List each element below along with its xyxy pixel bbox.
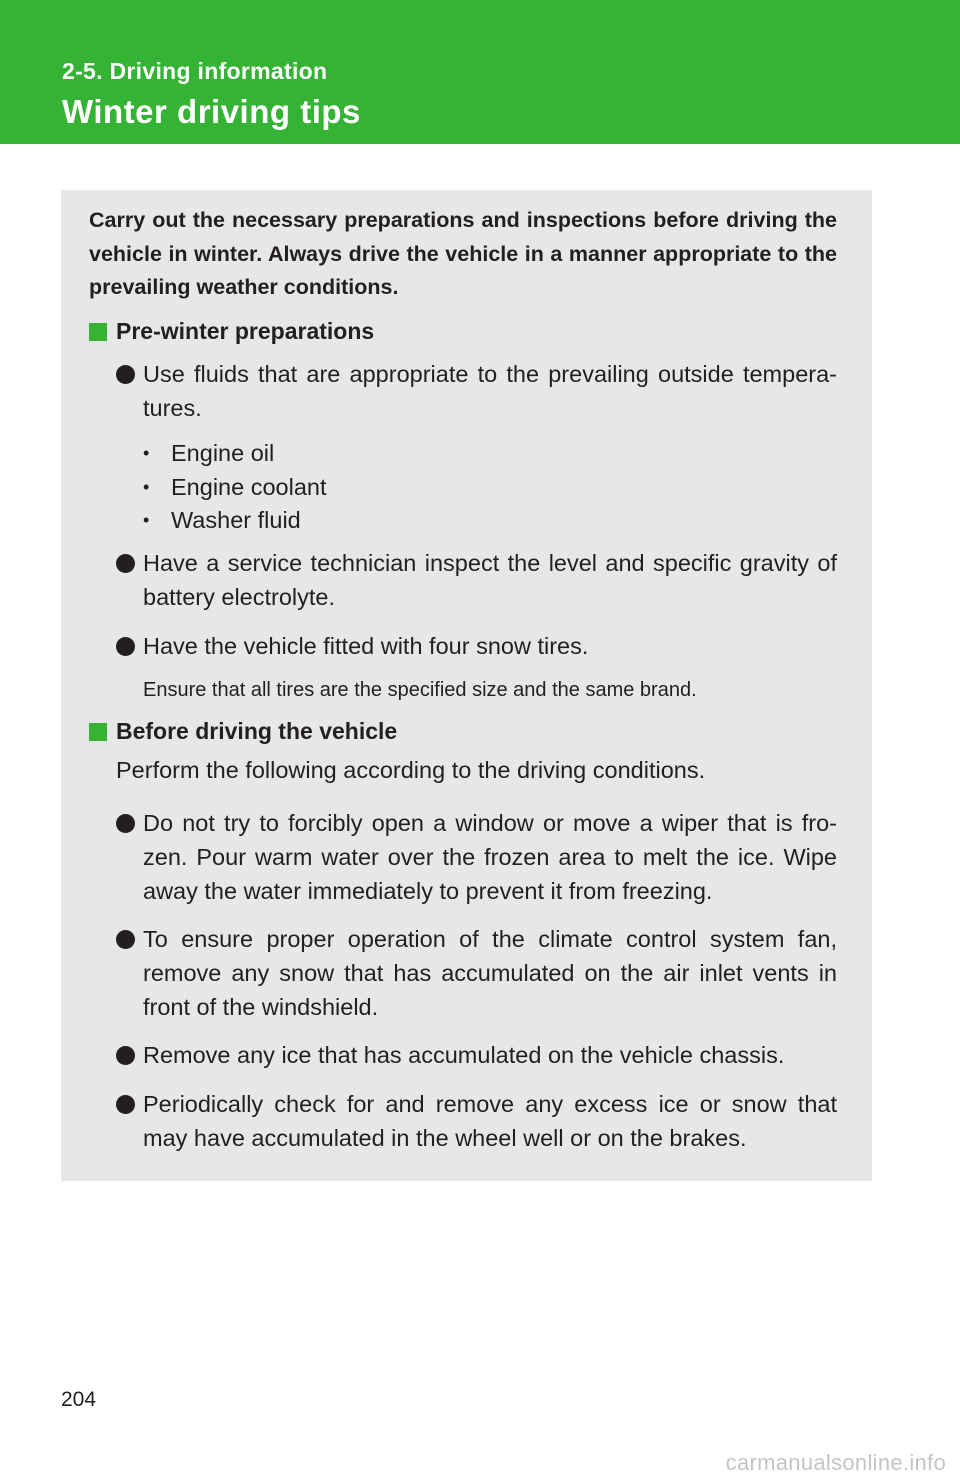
heading-before-driving <box>89 718 397 745</box>
dot-icon: • <box>143 477 150 497</box>
bullet-text: Do not try to forcibly open a window or move a wiper that is fro-zen. Pour warm water over the frozen area to melt the ice. Wipe away the water immediately to prevent it from freezing. <box>143 810 837 904</box>
bullet-text: Use fluids that are appropriate to the prevailing outside tempera-tures. <box>143 361 837 421</box>
fluid-item <box>143 507 301 534</box>
square-bullet-icon <box>89 723 107 741</box>
fluid-label: Engine coolant <box>171 474 327 500</box>
fluid-label: Washer fluid <box>171 507 301 533</box>
section-label: 2-5. Driving information <box>62 58 328 84</box>
watermark: carmanualsonline.info <box>725 1450 946 1475</box>
heading-pre-winter <box>89 318 374 345</box>
bullet-item <box>116 806 837 908</box>
circle-bullet-icon <box>116 922 143 1024</box>
bullet-item <box>116 1038 837 1072</box>
circle-bullet-icon <box>116 546 143 614</box>
bullet-text: To ensure proper operation of the climate control system fan, remove any snow that has accumulated on the air inlet vents in front of the windshield. <box>143 926 837 1020</box>
bullet-item <box>116 1087 837 1155</box>
dot-icon: • <box>143 510 150 530</box>
intro-paragraph: Carry out the necessary preparations and inspections before driving the vehicle in winter. Always drive the vehicle in a manner appropriate to the prevailing weather conditions. <box>89 208 837 300</box>
page-title: Winter driving tips <box>62 93 361 130</box>
bullet-text: Have the vehicle fitted with four snow tires. <box>143 633 589 659</box>
lead-text: Perform the following according to the driving conditions. <box>116 757 706 783</box>
page-number: 204 <box>61 1388 97 1411</box>
dot-icon: • <box>143 443 150 463</box>
bullet-item <box>116 922 837 1024</box>
circle-bullet-icon <box>116 1038 143 1072</box>
chapter-header <box>0 0 960 144</box>
bullet-item <box>116 357 837 425</box>
tire-note: Ensure that all tires are the specified size and the same brand. <box>143 679 697 701</box>
heading-pre-winter-text: Pre-winter preparations <box>116 318 375 344</box>
bullet-text: Periodically check for and remove any excess ice or snow that may have accumulated in the wheel well or on the brakes. <box>143 1091 837 1151</box>
bullet-text: Have a service technician inspect the level and specific gravity of battery electrolyte. <box>143 550 837 610</box>
fluid-label: Engine oil <box>171 440 275 466</box>
square-bullet-icon <box>89 323 107 341</box>
bullet-item <box>116 629 837 663</box>
circle-bullet-icon <box>116 806 143 908</box>
fluid-item <box>143 440 274 467</box>
heading-before-driving-text: Before driving the vehicle <box>116 718 398 744</box>
circle-bullet-icon <box>116 357 143 425</box>
fluid-item <box>143 474 326 501</box>
circle-bullet-icon <box>116 629 143 663</box>
bullet-text: Remove any ice that has accumulated on the vehicle chassis. <box>143 1042 785 1068</box>
bullet-item <box>116 546 837 614</box>
circle-bullet-icon <box>116 1087 143 1155</box>
